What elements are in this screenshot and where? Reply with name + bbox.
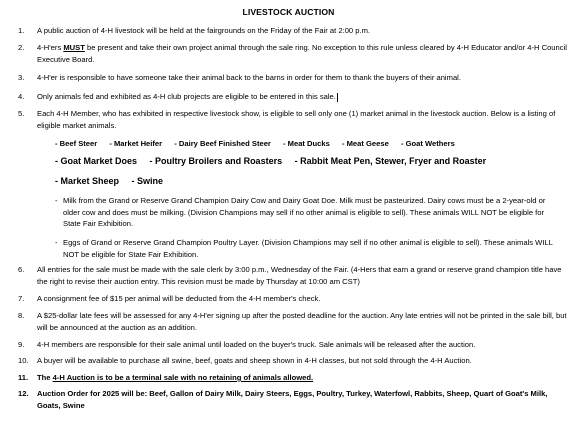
rule-text: All entries for the sale must be made with the sale clerk by 3:00 p.m., Wednesday of the Fair. (4-Hers that earn a grand or reserve grand champion title have the right to revise their auction entry. This revision must be made by Thursday at 10:00 am CST)	[37, 265, 562, 286]
rule-text: A consignment fee of $15 per animal will be deducted from the 4-H member's check.	[37, 294, 321, 303]
rule-text-post: be present and take their own project animal through the sale ring. No exception to this rule unless cleared by 4-H Educator and/or 4-H Council Executive Board.	[37, 43, 567, 64]
rule-number: 9.	[18, 340, 25, 349]
text-cursor	[337, 93, 338, 102]
category-item: - Market Sheep	[55, 176, 120, 186]
category-item: - Meat Geese	[341, 139, 389, 148]
rule-text: A $25-dollar late fees will be assessed for any 4-H'er signing up after the posted deadline for the auction. Any late entries will not be printed in the sale bill, but will be announced at the auction as an addition.	[37, 311, 567, 332]
category-item: - Beef Steer	[55, 139, 98, 148]
rule-text: Only animals fed and exhibited as 4-H club projects are eligible to be entered in this sale.	[37, 92, 336, 101]
rule-text-pre: The	[37, 373, 53, 382]
rule-emphasis: MUST	[63, 43, 85, 52]
category-item: - Swine	[131, 176, 164, 186]
rule-number: 2.	[18, 43, 25, 52]
rule-number: 11.	[18, 373, 29, 382]
rule-number: 4.	[18, 92, 25, 101]
category-item: - Rabbit Meat Pen, Stewer, Fryer and Roaster	[294, 156, 487, 166]
category-row	[55, 139, 465, 148]
rule-number: 3.	[18, 73, 25, 82]
rule-text-pre: 4-H'ers	[37, 43, 64, 52]
category-item: - Market Heifer	[109, 139, 163, 148]
rule-number: 10.	[18, 356, 29, 365]
rule-text: Each 4-H Member, who has exhibited in respective livestock show, is eligible to sell only one (1) market animal in the livestock auction. Below is a listing of eligible market animals.	[37, 109, 556, 130]
category-item: - Poultry Broilers and Roasters	[149, 156, 283, 166]
rule-number: 7.	[18, 294, 25, 303]
rule-text: 4-H members are responsible for their sale animal until loaded on the buyer's truck. Sale animals will be released after the auction.	[37, 340, 476, 349]
rule-text: A buyer will be available to purchase all swine, beef, goats and sheep shown in 4-H classes, but not sold through the 4-H Auction.	[37, 356, 472, 365]
category-item: - Goat Wethers	[400, 139, 455, 148]
category-item: - Dairy Beef Finished Steer	[174, 139, 271, 148]
note-dash: -	[55, 196, 58, 205]
note-dash: -	[55, 238, 58, 247]
rule-number: 1.	[18, 26, 25, 35]
rule-number: 5.	[18, 109, 25, 118]
category-row	[55, 176, 173, 186]
document-title: LIVESTOCK AUCTION	[242, 7, 335, 17]
category-row	[55, 156, 496, 166]
rule-text: 4-H'er is responsible to have someone take their animal back to the barns in order for them to thank the buyers of their animal.	[37, 73, 461, 82]
rule-text: A public auction of 4-H livestock will be held at the fairgrounds on the Friday of the Fair at 2:00 p.m.	[37, 26, 371, 35]
note-text: Eggs of Grand or Reserve Grand Champion Poultry Layer. (Division Champions may sell if no other animal is eligible to sell). These animals WILL NOT be eligible for State Fair Exhibition.	[63, 238, 553, 259]
rule-number: 8.	[18, 311, 25, 320]
rule-number: 12.	[18, 389, 29, 398]
category-item: - Goat Market Does	[55, 156, 138, 166]
rule-emphasis: 4-H Auction is to be a terminal sale with no retaining of animals allowed.	[52, 373, 314, 382]
category-item: - Meat Ducks	[283, 139, 330, 148]
rule-text: Auction Order for 2025 will be: Beef, Gallon of Dairy Milk, Dairy Steers, Eggs, Poultry, Turkey, Waterfowl, Rabbits, Sheep, Quart of Goat's Milk, Goats, Swine	[37, 389, 548, 410]
rule-text	[37, 42, 567, 65]
rule-text	[37, 372, 567, 384]
rule-number: 6.	[18, 265, 25, 274]
note-text: Milk from the Grand or Reserve Grand Champion Dairy Cow and Dairy Goat Doe. Milk must be pasteurized. Dairy cows must be a 2-year-old or older cow and does must be milking. (Division Champions may sell if no other animal is eligible to sell). These animals WILL NOT be eligible for State Fair Exhibition.	[63, 196, 546, 229]
